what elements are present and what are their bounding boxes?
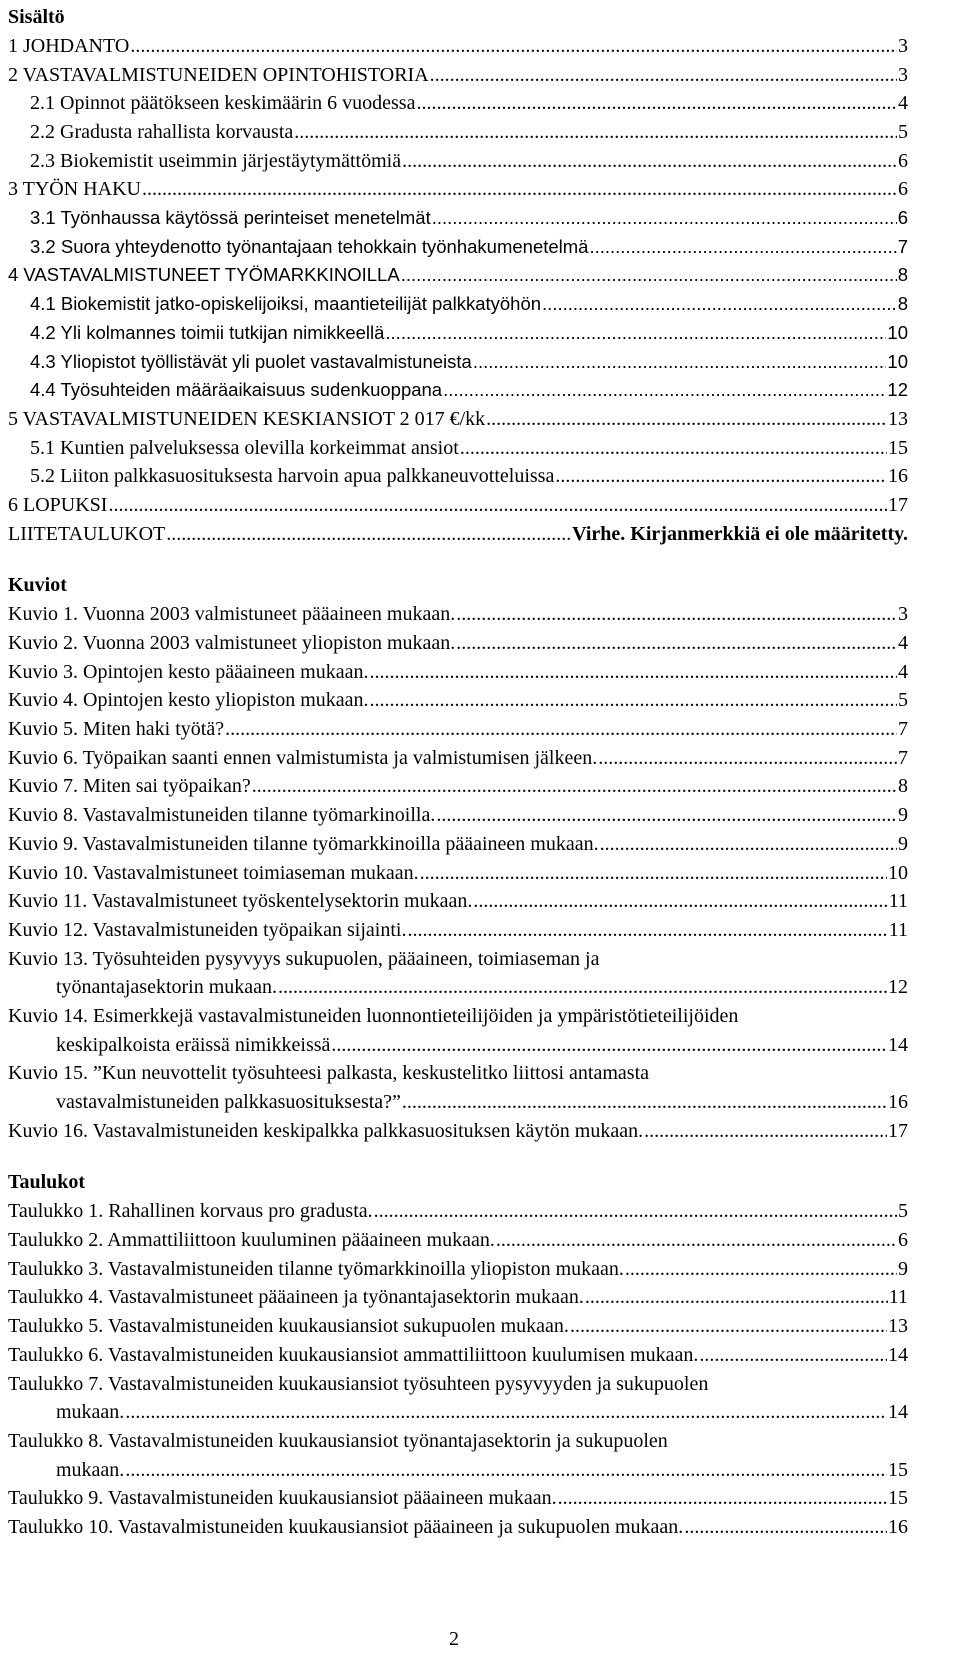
figure-entry[interactable] xyxy=(8,744,908,773)
toc-entry-title: 3 TYÖN HAKU xyxy=(8,178,141,201)
entry-page: 5 xyxy=(898,1200,908,1223)
entry-page: 6 xyxy=(898,1229,908,1252)
dot-leader xyxy=(443,376,886,405)
figure-entry[interactable] xyxy=(8,859,908,888)
toc-entry-title: LIITETAULUKOT xyxy=(8,522,166,545)
entry-title-line: Kuvio 1. Vuonna 2003 valmistuneet pääaineen mukaan. xyxy=(8,603,456,626)
document-page xyxy=(8,0,908,1542)
figure-entry[interactable] xyxy=(8,686,908,715)
dot-leader xyxy=(278,973,887,1002)
toc-entry-title: 5 VASTAVALMISTUNEIDEN KESKIANSIOT 2 017 €/kk xyxy=(8,407,486,430)
entry-title-line: keskipalkoista eräissä nimikkeissä xyxy=(56,1033,331,1056)
toc-entry[interactable] xyxy=(8,405,908,434)
toc-entry-title: 4.4 Työsuhteiden määräaikaisuus sudenkuoppana xyxy=(30,379,443,401)
tables-list xyxy=(8,1197,908,1541)
entry-title-line: Taulukko 2. Ammattiliittoon kuuluminen pääaineen mukaan. xyxy=(8,1229,495,1252)
entry-page: 12 xyxy=(888,976,908,999)
toc-entry[interactable] xyxy=(8,89,908,118)
toc-entry[interactable] xyxy=(8,376,908,405)
entry-title-line: työnantajasektorin mukaan. xyxy=(56,976,278,999)
tables-heading: Taulukot xyxy=(8,1171,86,1194)
dot-leader xyxy=(570,1312,887,1341)
entry-title-line: mukaan. xyxy=(56,1401,125,1424)
dot-leader xyxy=(600,830,897,859)
figure-entry[interactable] xyxy=(8,830,908,859)
dot-leader xyxy=(473,348,887,377)
dot-leader xyxy=(436,801,897,830)
entry-page: 14 xyxy=(888,1401,908,1424)
entry-title-line: mukaan. xyxy=(56,1458,125,1481)
entry-title-line: Kuvio 16. Vastavalmistuneiden keskipalkka palkkasuosituksen käytön mukaan. xyxy=(8,1119,644,1142)
toc-entry-page: 7 xyxy=(897,235,908,257)
table-entry[interactable] xyxy=(8,1513,908,1542)
dot-leader xyxy=(589,233,896,262)
entry-title-line: Kuvio 9. Vastavalmistuneiden tilanne työmarkkinoilla pääaineen mukaan. xyxy=(8,832,599,855)
dot-leader xyxy=(125,1456,887,1485)
toc-entry[interactable] xyxy=(8,290,908,319)
entry-title-line: Kuvio 10. Vastavalmistuneet toimiaseman mukaan. xyxy=(8,861,419,884)
entry-page: 14 xyxy=(888,1343,908,1366)
toc-entry-title: 5.1 Kuntien palveluksessa olevilla korkeimmat ansiot xyxy=(30,436,459,459)
toc-entry-page: 3 xyxy=(898,63,908,86)
entry-page: 11 xyxy=(888,1286,908,1309)
dot-leader xyxy=(558,1484,887,1513)
dot-leader xyxy=(699,1341,887,1370)
entry-title-line: Taulukko 9. Vastavalmistuneiden kuukausiansiot pääaineen mukaan. xyxy=(8,1487,557,1510)
toc-entry[interactable] xyxy=(8,520,908,549)
dot-leader xyxy=(684,1513,887,1542)
toc-entry-page: 12 xyxy=(887,379,908,401)
dot-leader xyxy=(125,1398,887,1427)
dot-leader xyxy=(108,491,887,520)
toc-entry-title: 4 VASTAVALMISTUNEET TYÖMARKKINOILLA xyxy=(8,264,400,286)
figure-entry[interactable] xyxy=(8,658,908,687)
dot-leader xyxy=(402,1088,887,1117)
table-entry[interactable] xyxy=(8,1197,908,1226)
figure-entry[interactable] xyxy=(8,801,908,830)
dot-leader xyxy=(407,916,887,945)
dot-leader xyxy=(401,261,897,290)
dot-leader xyxy=(130,32,897,61)
toc-entry-page: Virhe. Kirjanmerkkiä ei ole määritetty. xyxy=(572,522,908,545)
entry-title-line: Kuvio 11. Vastavalmistuneet työskentelysektorin mukaan. xyxy=(8,890,473,913)
table-entry[interactable] xyxy=(8,1427,908,1484)
toc-entry-page: 16 xyxy=(888,465,908,488)
toc-entry[interactable] xyxy=(8,348,908,377)
dot-leader xyxy=(385,319,886,348)
figure-entry[interactable] xyxy=(8,773,908,802)
entry-title-line: Kuvio 12. Vastavalmistuneiden työpaikan sijainti. xyxy=(8,918,407,941)
toc-entry[interactable] xyxy=(8,462,908,491)
toc-entry-page: 17 xyxy=(888,493,908,516)
toc-entry-page: 5 xyxy=(898,121,908,144)
toc-entry-page: 6 xyxy=(898,178,908,201)
toc-entry-title: 4.3 Yliopistot työllistävät yli puolet vastavalmistuneista xyxy=(30,350,472,372)
table-entry[interactable] xyxy=(8,1226,908,1255)
dot-leader xyxy=(598,744,897,773)
entry-page: 13 xyxy=(888,1315,908,1338)
entry-title-line: Kuvio 13. Työsuhteiden pysyvyys sukupuolen, pääaineen, toimiaseman ja xyxy=(8,947,600,970)
dot-leader xyxy=(473,887,887,916)
entry-title-line: Taulukko 4. Vastavalmistuneet pääaineen ja työnantajasektorin mukaan. xyxy=(8,1286,584,1309)
toc-entry[interactable] xyxy=(8,118,908,147)
figure-entry[interactable] xyxy=(8,1002,908,1059)
entry-title-line: Taulukko 3. Vastavalmistuneiden tilanne työmarkkinoilla yliopiston mukaan. xyxy=(8,1257,624,1280)
toc-entry[interactable] xyxy=(8,204,908,233)
dot-leader xyxy=(430,61,897,90)
toc-entry-page: 3 xyxy=(898,34,908,57)
toc-entry[interactable] xyxy=(8,175,908,204)
dot-leader xyxy=(225,715,897,744)
entry-page: 8 xyxy=(898,775,908,798)
dot-leader xyxy=(585,1283,888,1312)
toc-entry-page: 10 xyxy=(887,350,908,372)
toc-entry-title: 2.3 Biokemistit useimmin järjestäytymättömiä xyxy=(30,149,402,172)
entry-page: 9 xyxy=(898,804,908,827)
entry-title-line: Kuvio 15. ”Kun neuvottelit työsuhteesi palkasta, keskustelitko liittosi antamasta xyxy=(8,1062,650,1085)
figure-entry[interactable] xyxy=(8,945,908,1002)
toc-entry-title: 2.2 Gradusta rahallista korvausta xyxy=(30,121,294,144)
table-entry[interactable] xyxy=(8,1284,908,1313)
entry-page: 9 xyxy=(898,832,908,855)
dot-leader xyxy=(456,629,897,658)
figure-entry[interactable] xyxy=(8,887,908,916)
table-entry[interactable] xyxy=(8,1484,908,1513)
entry-page: 3 xyxy=(898,603,908,626)
entry-title-line: Kuvio 8. Vastavalmistuneiden tilanne työmarkinoilla. xyxy=(8,804,436,827)
table-entry[interactable] xyxy=(8,1341,908,1370)
toc-entry[interactable] xyxy=(8,434,908,463)
dot-leader xyxy=(460,434,887,463)
toc-entry-page: 10 xyxy=(887,321,908,343)
page-number: 2 xyxy=(449,1628,459,1650)
dot-leader xyxy=(416,89,897,118)
entry-page: 11 xyxy=(888,918,908,941)
toc-heading: Sisältö xyxy=(8,6,65,28)
toc-entry-title: 1 JOHDANTO xyxy=(8,34,130,57)
figure-entry[interactable] xyxy=(8,629,908,658)
dot-leader xyxy=(420,859,887,888)
entry-title-line: Kuvio 3. Opintojen kesto pääaineen mukaan. xyxy=(8,660,369,683)
entry-title-line: Kuvio 4. Opintojen kesto yliopiston mukaan. xyxy=(8,689,369,712)
figure-entry[interactable] xyxy=(8,715,908,744)
entry-page: 9 xyxy=(898,1257,908,1280)
dot-leader xyxy=(370,686,897,715)
toc-entry-title: 2 VASTAVALMISTUNEIDEN OPINTOHISTORIA xyxy=(8,63,429,86)
toc-entry[interactable] xyxy=(8,61,908,90)
entry-title-line: vastavalmistuneiden palkkasuosituksesta?” xyxy=(56,1091,401,1114)
entry-page: 4 xyxy=(898,632,908,655)
toc-entry-title: 2.1 Opinnot päätökseen keskimäärin 6 vuodessa xyxy=(30,92,416,115)
entry-title-line: Taulukko 8. Vastavalmistuneiden kuukausiansiot työnantajasektorin ja sukupuolen xyxy=(8,1429,668,1452)
figures-list xyxy=(8,600,908,1145)
dot-leader xyxy=(142,175,897,204)
entry-page: 16 xyxy=(888,1091,908,1114)
figure-entry[interactable] xyxy=(8,1059,908,1116)
dot-leader xyxy=(402,147,897,176)
toc-entry-page: 4 xyxy=(898,92,908,115)
toc-entry[interactable] xyxy=(8,491,908,520)
entry-title-line: Taulukko 1. Rahallinen korvaus pro gradusta. xyxy=(8,1200,373,1223)
figure-entry[interactable] xyxy=(8,600,908,629)
entry-title-line: Kuvio 5. Miten haki työtä? xyxy=(8,718,225,741)
dot-leader xyxy=(456,600,897,629)
entry-title-line: Kuvio 7. Miten sai työpaikan? xyxy=(8,775,251,798)
toc-entry-title: 3.1 Työnhaussa käytössä perinteiset menetelmät xyxy=(30,207,431,229)
dot-leader xyxy=(374,1197,897,1226)
entry-page: 16 xyxy=(888,1515,908,1538)
toc-entry-page: 8 xyxy=(897,264,908,286)
toc-entry[interactable] xyxy=(8,319,908,348)
entry-page: 15 xyxy=(888,1487,908,1510)
toc-entry[interactable] xyxy=(8,147,908,176)
toc-entry-page: 13 xyxy=(888,407,908,430)
toc-entry[interactable] xyxy=(8,233,908,262)
entry-page: 4 xyxy=(898,660,908,683)
entry-title-line: Kuvio 6. Työpaikan saanti ennen valmistumista ja valmistumisen jälkeen. xyxy=(8,746,598,769)
entry-page: 5 xyxy=(898,689,908,712)
toc-entry[interactable] xyxy=(8,32,908,61)
entry-page: 10 xyxy=(888,861,908,884)
dot-leader xyxy=(331,1031,887,1060)
entry-title-line: Taulukko 7. Vastavalmistuneiden kuukausiansiot työsuhteen pysyvyyden ja sukupuolen xyxy=(8,1372,709,1395)
entry-page: 7 xyxy=(898,746,908,769)
entry-title-line: Kuvio 14. Esimerkkejä vastavalmistuneiden luonnontieteilijöiden ja ympäristötieteilijöiden xyxy=(8,1005,739,1027)
entry-page: 17 xyxy=(888,1119,908,1142)
dot-leader xyxy=(252,772,897,801)
toc-entry[interactable] xyxy=(8,262,908,291)
entry-title-line: Taulukko 10. Vastavalmistuneiden kuukausiansiot pääaineen ja sukupuolen mukaan. xyxy=(8,1515,684,1538)
dot-leader xyxy=(644,1117,887,1146)
entry-page: 7 xyxy=(898,718,908,741)
toc-entry-title: 6 LOPUKSI xyxy=(8,493,108,516)
figure-entry[interactable] xyxy=(8,1117,908,1146)
table-entry[interactable] xyxy=(8,1312,908,1341)
entry-title-line: Kuvio 2. Vuonna 2003 valmistuneet yliopiston mukaan. xyxy=(8,632,456,655)
figures-heading: Kuviot xyxy=(8,574,67,597)
table-entry[interactable] xyxy=(8,1370,908,1427)
dot-leader xyxy=(432,204,897,233)
entry-title-line: Taulukko 5. Vastavalmistuneiden kuukausiansiot sukupuolen mukaan. xyxy=(8,1315,569,1338)
toc-entry-page: 6 xyxy=(898,149,908,172)
dot-leader xyxy=(486,405,887,434)
entry-page: 11 xyxy=(888,890,908,913)
dot-leader xyxy=(496,1226,897,1255)
entry-page: 14 xyxy=(888,1033,908,1056)
dot-leader xyxy=(555,462,887,491)
toc-entry-page: 8 xyxy=(897,293,908,315)
dot-leader xyxy=(625,1255,897,1284)
dot-leader xyxy=(166,520,571,549)
toc-entry-title: 4.1 Biokemistit jatko-opiskelijoiksi, maantieteilijät palkkatyöhön xyxy=(30,293,542,315)
figure-entry[interactable] xyxy=(8,916,908,945)
entry-page: 15 xyxy=(888,1458,908,1481)
toc-entry-title: 5.2 Liiton palkkasuosituksesta harvoin apua palkkaneuvotteluissa xyxy=(30,465,555,488)
dot-leader xyxy=(294,118,897,147)
dot-leader xyxy=(369,658,897,687)
toc-entry-title: 4.2 Yli kolmannes toimii tutkijan nimikkeellä xyxy=(30,321,385,343)
dot-leader xyxy=(542,290,897,319)
table-entry[interactable] xyxy=(8,1255,908,1284)
toc-list xyxy=(8,32,908,548)
toc-entry-page: 15 xyxy=(888,436,908,459)
toc-entry-page: 6 xyxy=(897,207,908,229)
entry-title-line: Taulukko 6. Vastavalmistuneiden kuukausiansiot ammattiliittoon kuulumisen mukaan. xyxy=(8,1343,699,1366)
toc-entry-title: 3.2 Suora yhteydenotto työnantajaan tehokkain työnhakumenetelmä xyxy=(30,235,589,257)
